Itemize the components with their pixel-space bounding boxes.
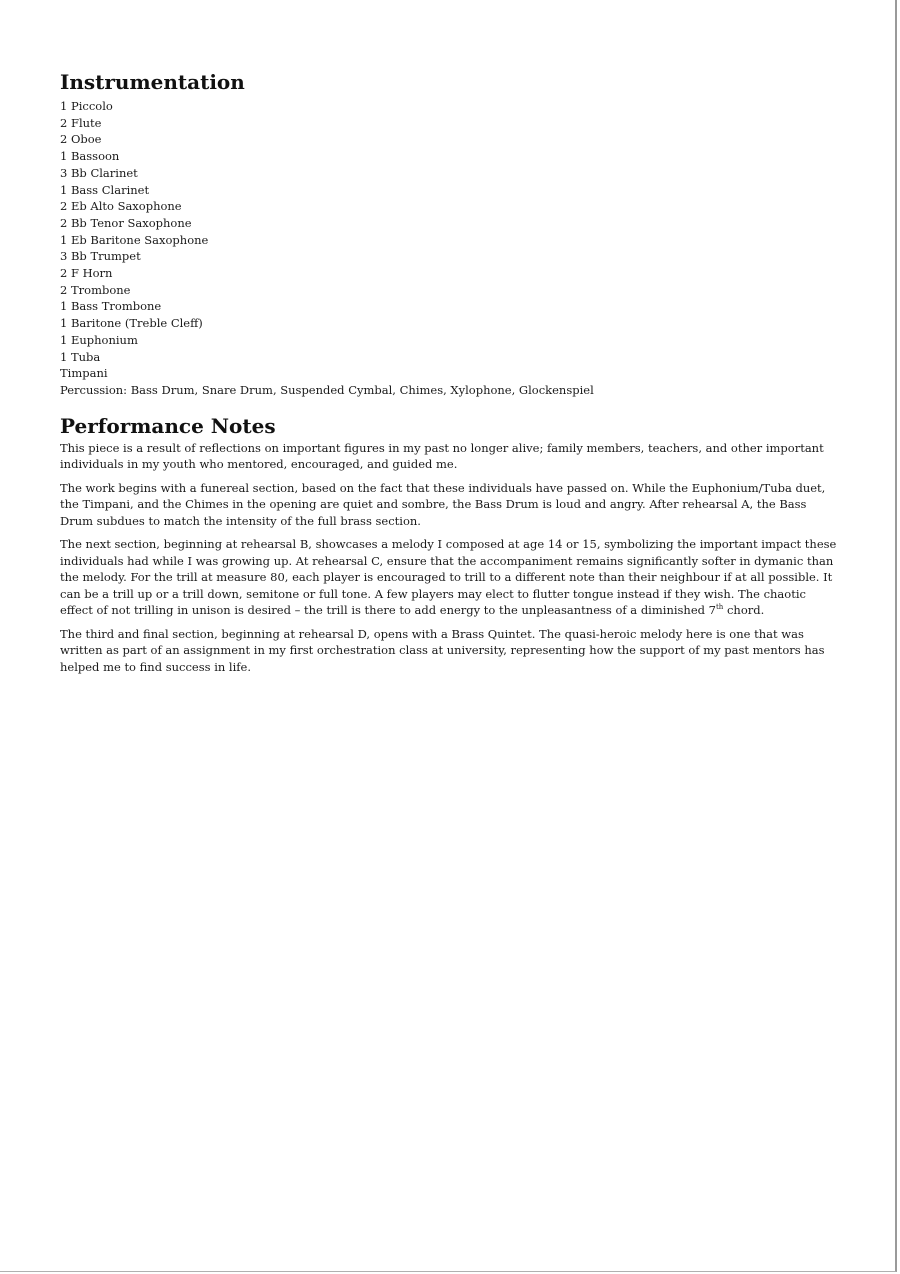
instrument-item: 1 Baritone (Treble Cleff)	[60, 316, 203, 331]
instrument-item: 1 Bassoon	[60, 149, 120, 164]
performance-notes-section	[60, 414, 842, 676]
notes-paragraph-3-end: chord.	[723, 603, 765, 618]
instrument-item: 1 Eb Baritone Saxophone	[60, 232, 209, 247]
notes-paragraph-4: The third and final section, beginning at rehearsal D, opens with a Brass Quintet. The quasi-heroic melody here is one that was written as part of an assignment in my first orchestration class at university, representing how the support of my past mentors has helped me to find success in life.	[60, 626, 825, 674]
instrumentation-section	[60, 70, 842, 399]
ordinal-suffix: th	[715, 603, 724, 612]
instrument-item: 2 Flute	[60, 115, 102, 130]
instrument-item: 2 Eb Alto Saxophone	[60, 199, 182, 214]
instrument-list	[60, 98, 842, 399]
instrument-item-percussion: Percussion: Bass Drum, Snare Drum, Suspended Cymbal, Chimes, Xylophone, Glockenspiel	[60, 382, 594, 397]
notes-paragraph-3	[60, 536, 842, 619]
instrument-item: 1 Euphonium	[60, 332, 138, 347]
instrument-item: 3 Bb Clarinet	[60, 165, 138, 180]
instrument-item: 1 Tuba	[60, 349, 101, 364]
instrument-item: 2 F Horn	[60, 266, 113, 281]
instrument-item: 2 Trombone	[60, 282, 131, 297]
page-content	[60, 70, 842, 682]
instrument-item: 1 Bass Trombone	[60, 299, 162, 314]
notes-paragraph-3-text: The next section, beginning at rehearsal B, showcases a melody I composed at age 14 or 15, symbolizing the important impact these individuals had while I was growing up. At rehearsal C, ensure that the accompaniment remains significantly softer in dymanic than the melody. For the trill at measure 80, each player is encouraged to trill to a different note than their neighbour if at all possible. It can be a trill up or a trill down, semitone or full tone. A few players may elect to flutter tongue instead if they wish. The chaotic effect of not trilling in unison is desired – the trill is there to add energy to the unpleasantness of a diminished 7	[60, 537, 837, 618]
instrument-item: 2 Bb Tenor Saxophone	[60, 215, 192, 230]
instrument-item: 1 Piccolo	[60, 99, 113, 113]
instrument-item: 3 Bb Trumpet	[60, 249, 141, 264]
notes-paragraph-1: This piece is a result of reflections on important figures in my past no longer alive; family members, teachers, and other important individuals in my youth who mentored, encouraged, and guided me.	[60, 440, 824, 472]
performance-notes-heading: Performance Notes	[60, 413, 276, 438]
instrument-item: Timpani	[60, 366, 108, 381]
instrument-item: 1 Bass Clarinet	[60, 182, 150, 197]
instrumentation-heading: Instrumentation	[60, 70, 245, 94]
notes-paragraph-2: The work begins with a funereal section, based on the fact that these individuals have passed on. While the Euphonium/Tuba duet, the Timpani, and the Chimes in the opening are quiet and sombre, the Bass Drum is loud and angry. After rehearsal A, the Bass Drum subdues to match the intensity of the full brass section.	[60, 480, 826, 528]
instrument-item: 2 Oboe	[60, 132, 102, 147]
